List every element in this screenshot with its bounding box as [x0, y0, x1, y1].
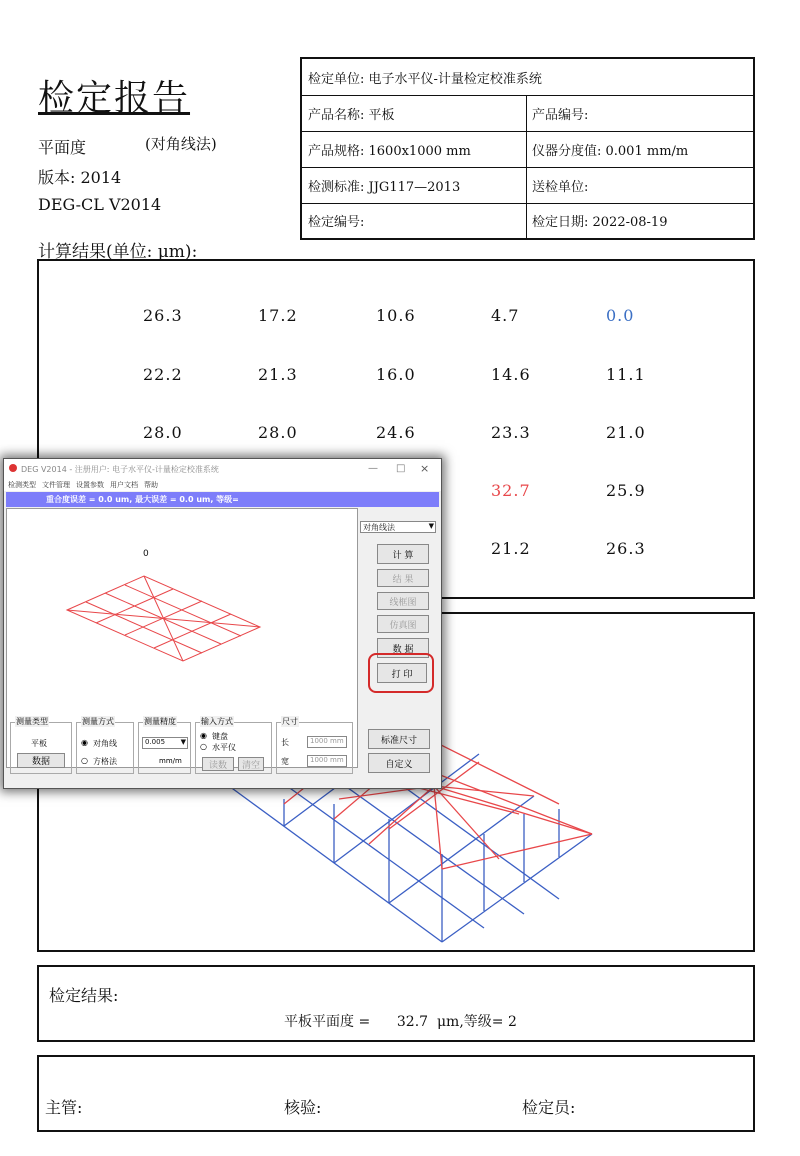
- table-row: [302, 95, 753, 132]
- signature-box: [37, 1055, 755, 1132]
- radio-keyboard-icon[interactable]: ◉: [200, 731, 207, 740]
- grid-value: 11.1: [606, 365, 646, 384]
- status-bar: [6, 492, 439, 507]
- method-group-title: 测量方式: [82, 717, 114, 726]
- table-row: [302, 167, 753, 204]
- type-group: [10, 717, 72, 774]
- method-grid-label: 方格法: [93, 757, 117, 766]
- checker-label: 核验:: [284, 1098, 322, 1117]
- method-select[interactable]: [360, 521, 436, 533]
- grid-value: 26.3: [606, 539, 646, 558]
- input-level-label: 水平仪: [212, 743, 236, 752]
- precision-unit: mm/m: [159, 757, 182, 765]
- grid-value: 14.6: [491, 365, 531, 384]
- maximize-icon[interactable]: □: [396, 463, 406, 474]
- table-row: [302, 131, 753, 168]
- input-group: [195, 717, 272, 774]
- code-label: DEG-CL V2014: [38, 195, 162, 214]
- custom-button[interactable]: 自定义: [368, 753, 430, 773]
- precision-group-title: 测量精度: [144, 717, 176, 726]
- method-label: (对角线法): [145, 135, 217, 153]
- product-no-cell: 产品编号:: [532, 107, 589, 123]
- result-box: [37, 965, 755, 1042]
- supervisor-label: 主管:: [45, 1098, 83, 1117]
- standard-size-button[interactable]: 标准尺寸: [368, 729, 430, 749]
- simulation-button[interactable]: 仿真图: [377, 615, 429, 633]
- app-window: [3, 458, 442, 789]
- sender-cell: 送检单位:: [532, 179, 589, 195]
- grid-value: 28.0: [143, 423, 183, 442]
- unit-cell: 检定单位: 电子水平仪-计量检定校准系统: [308, 71, 542, 87]
- grid-value: 25.9: [606, 481, 646, 500]
- report-title: 检定报告: [38, 78, 191, 119]
- data-button[interactable]: 数 据: [377, 638, 429, 658]
- grid-value: 17.2: [258, 306, 298, 325]
- input-keyboard-label: 键盘: [212, 732, 228, 741]
- width-label: 宽: [281, 757, 289, 766]
- grid-value: 23.3: [491, 423, 531, 442]
- grid-value: 10.6: [376, 306, 416, 325]
- flatness-label: 平面度: [38, 138, 87, 157]
- method-select-value: 对角线法: [363, 523, 395, 532]
- clear-button[interactable]: 清空: [238, 757, 264, 771]
- size-group-title: 尺寸: [282, 717, 298, 726]
- menu-item-docs[interactable]: 用户文档: [110, 481, 138, 489]
- wireframe-button[interactable]: 线框图: [377, 592, 429, 610]
- input-group-title: 输入方式: [201, 717, 233, 726]
- close-icon[interactable]: ×: [420, 462, 430, 475]
- standard-cell: 检测标准: JJG117—2013: [308, 179, 461, 195]
- method-diag-label: 对角线: [93, 739, 117, 748]
- product-name-cell: 产品名称: 平板: [308, 107, 395, 123]
- origin-label: 0: [143, 549, 149, 559]
- table-row: [302, 203, 753, 238]
- type-group-title: 测量类型: [16, 717, 48, 726]
- grid-value: 21.2: [491, 539, 531, 558]
- inspector-label: 检定员:: [522, 1098, 576, 1117]
- calc-button[interactable]: 计 算: [377, 544, 429, 564]
- menu-item-file[interactable]: 文件管理: [42, 481, 70, 489]
- grid-value: 21.3: [258, 365, 298, 384]
- division-cell: 仪器分度值: 0.001 mm/m: [532, 143, 689, 159]
- radio-level-icon[interactable]: ○: [200, 742, 207, 751]
- menu-item-settings[interactable]: 设置参数: [76, 481, 104, 489]
- grid-value: 24.6: [376, 423, 416, 442]
- precision-value: 0.005: [145, 738, 166, 746]
- type-value: 平板: [31, 739, 47, 748]
- result-button[interactable]: 结 果: [377, 569, 429, 587]
- precision-group: [138, 717, 191, 774]
- grid-value: 28.0: [258, 423, 298, 442]
- radio-diag-icon[interactable]: ◉: [81, 738, 88, 747]
- grid-value: 16.0: [376, 365, 416, 384]
- length-field[interactable]: 1000 mm: [307, 736, 347, 748]
- menu-bar: [4, 479, 441, 491]
- type-data-button[interactable]: 数据: [17, 753, 65, 768]
- radio-grid-icon[interactable]: ○: [81, 756, 88, 765]
- width-field[interactable]: 1000 mm: [307, 755, 347, 767]
- grid-value: 21.0: [606, 423, 646, 442]
- result-value: 平板平面度 = 32.7 μm,等级= 2: [284, 1014, 517, 1030]
- table-row: [302, 59, 753, 96]
- menu-item-help[interactable]: 帮助: [144, 481, 158, 489]
- chevron-down-icon: ▼: [428, 522, 434, 530]
- app-logo-icon: [9, 464, 17, 472]
- info-table: [300, 57, 755, 240]
- grid-value: 32.7: [491, 481, 531, 500]
- read-button[interactable]: 读数: [202, 757, 234, 771]
- grid-value: 22.2: [143, 365, 183, 384]
- result-label: 检定结果:: [49, 986, 119, 1005]
- method-group: [76, 717, 134, 774]
- menu-item-type[interactable]: 检测类型: [8, 481, 36, 489]
- calc-label: 计算结果(单位: μm):: [38, 242, 198, 262]
- cert-no-cell: 检定编号:: [308, 215, 365, 230]
- chevron-down-icon: ▼: [180, 738, 186, 746]
- grid-value: 26.3: [143, 306, 183, 325]
- spec-cell: 产品规格: 1600x1000 mm: [308, 143, 471, 159]
- length-label: 长: [281, 738, 289, 747]
- minimize-icon[interactable]: —: [368, 463, 378, 474]
- window-title: DEG V2014 - 注册用户: 电子水平仪-计量检定校准系统: [21, 465, 219, 474]
- window-titlebar: [4, 459, 441, 479]
- precision-select[interactable]: [142, 737, 188, 749]
- status-text: 重合度误差 = 0.0 um, 最大误差 = 0.0 um, 等级=: [46, 495, 239, 504]
- date-cell: 检定日期: 2022-08-19: [532, 215, 668, 230]
- version-label: 版本: 2014: [38, 168, 122, 187]
- size-group: [276, 717, 353, 774]
- grid-value: 4.7: [491, 306, 520, 325]
- print-button[interactable]: 打 印: [377, 663, 427, 683]
- grid-value: 0.0: [606, 306, 635, 325]
